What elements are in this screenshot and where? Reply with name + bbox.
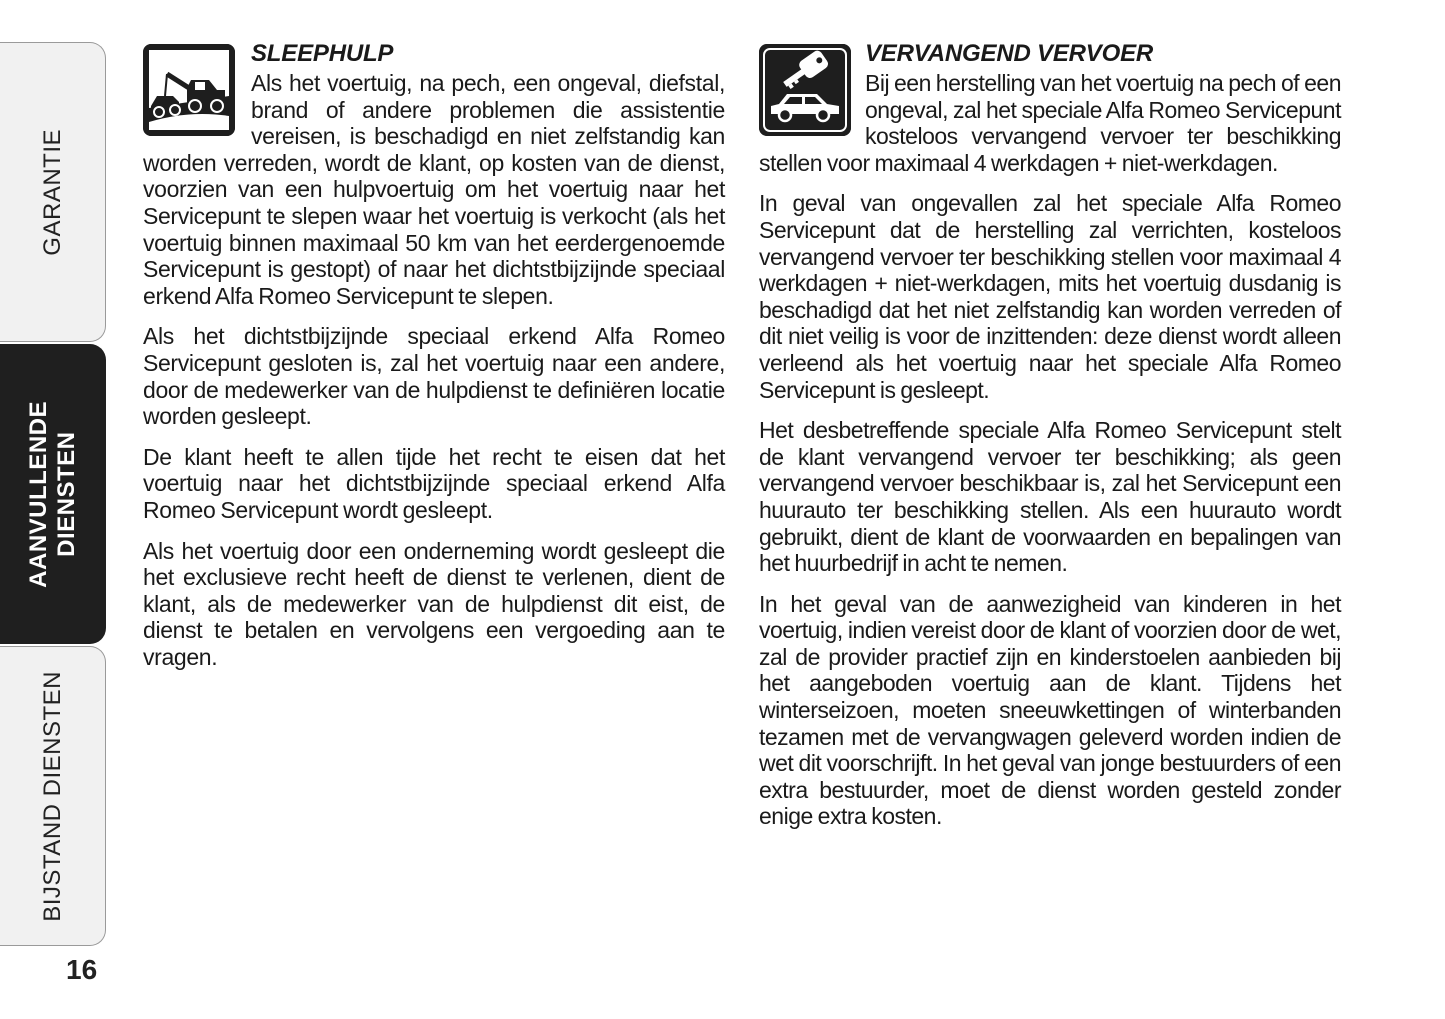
paragraph: In geval van ongevallen zal het speciale Alfa Romeo Servicepunt dat de herstelling zal verrichten, kosteloos vervangend vervoer ter beschikking stellen voor maximaal 4 werkdagen + niet-werkdagen, mits het voertuig dusdanig is beschadigd dat het niet zelfstandig kan worden verreden of dit niet veilig is voor de inzittenden: deze dienst wordt alleen verleend als het voertuig naar het speciale Alfa Romeo Servicepunt is gesleept. bbox=[759, 190, 1341, 403]
paragraph: Als het dichtstbijzijnde speciaal erkend Alfa Romeo Servicepunt gesloten is, zal het voertuig naar een andere, door de medewerker van de hulpdienst te definiëren locatie worden gesleept. bbox=[143, 323, 725, 430]
section-title-sleephulp: SLEEPHULP bbox=[251, 40, 394, 67]
tab-aanvullende-diensten[interactable] bbox=[0, 344, 106, 644]
paragraph: In het geval van de aanwezigheid van kinderen in het voertuig, indien vereist door de klant of voorzien door de wet, zal de provider practief zijn en kinderstoelen aanbieden bij het aangeboden voertuig aan de klant. Tijdens het winterseizoen, moeten sneeuwkettingen of winterbanden tezamen met de vervangwagen geleverd worden indien de wet dit voorschrijft. In het geval van jonge bestuurders of een extra bestuurder, moet de dienst worden gesteld zonder enige extra kosten. bbox=[759, 590, 1341, 830]
section-title-vervangend-vervoer: VERVANGEND VERVOER bbox=[865, 40, 1154, 67]
paragraph: De klant heeft te allen tijde het recht te eisen dat het voertuig naar het dichtstbijzijnde speciaal erkend Alfa Romeo Servicepunt wordt gesleept. bbox=[143, 443, 725, 523]
tow-truck-icon bbox=[143, 44, 235, 136]
replacement-car-key-icon bbox=[759, 44, 851, 136]
tab-label-bijstand-diensten: BIJSTAND DIENSTEN bbox=[38, 670, 66, 922]
paragraph: Het desbetreffende speciale Alfa Romeo Servicepunt stelt de klant vervangend vervoer ter beschikking; als geen vervangend vervoer beschikbaar is, zal het Servicepunt een huurauto ter beschikking stellen. Als een huurauto wordt gebruikt, dient de klant de voorwaarden en bepalingen van het huurbedrijf in acht te nemen. bbox=[759, 417, 1341, 577]
tab-garantie[interactable] bbox=[0, 42, 106, 342]
tab-label-aanvullende-diensten: AANVULLENDE DIENSTEN bbox=[24, 400, 80, 588]
tab-label-garantie: GARANTIE bbox=[38, 128, 66, 256]
section-sleephulp bbox=[143, 40, 725, 684]
paragraph: Als het voertuig door een onderneming wordt gesleept die het exclusieve recht heeft de dienst te verlenen, dient de klant, als de medewerker van de hulpdienst dit eist, de dienst te betalen en vervolgens een vergoeding aan te vragen. bbox=[143, 537, 725, 670]
paragraph: Als het voertuig, na pech, een ongeval, diefstal, brand of andere problemen die assistentie vereisen, is beschadigd en niet zelfstandig kan worden verreden, wordt de klant, op kosten van de dienst, voorzien van een hulpvoertuig om het voertuig naar het Servicepunt te slepen waar het voertuig is verkocht (als het voertuig binnen maximaal 50 km van het eerdergenoemde Servicepunt is gestopt) of naar het dichtstbijzijnde speciaal erkend Alfa Romeo Servicepunt te slepen. bbox=[143, 70, 725, 309]
section-vervangend-vervoer bbox=[759, 40, 1341, 844]
paragraph: Bij een herstelling van het voertuig na pech of een ongeval, zal het speciale Alfa Romeo Servicepunt kosteloos vervangend vervoer ter beschikking stellen voor maximaal 4 werkdagen + niet-werkdagen. bbox=[759, 70, 1341, 176]
page-number: 16 bbox=[66, 954, 98, 985]
tab-bijstand-diensten[interactable] bbox=[0, 646, 106, 946]
